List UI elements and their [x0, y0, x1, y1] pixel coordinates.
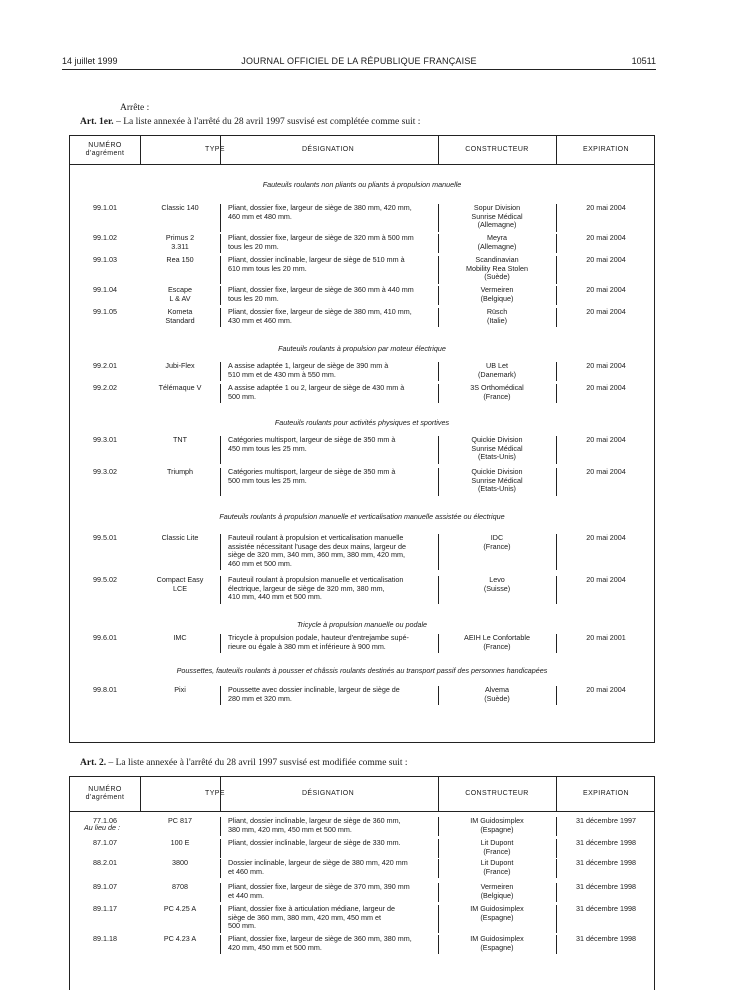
col-designation: DÉSIGNATION — [301, 146, 355, 153]
col-divider — [556, 136, 557, 164]
col-type: TYPE — [205, 146, 225, 153]
row-divider — [438, 256, 439, 284]
row-divider — [556, 308, 557, 327]
type-cell: Télémaque V — [158, 383, 202, 392]
page-number: 10511 — [631, 56, 656, 66]
row-divider — [220, 234, 221, 253]
expiration-cell: 31 décembre 1998 — [576, 882, 636, 891]
constructeur-cell: Quickie Division Sunrise Médical (Etats-Unis) — [471, 435, 523, 462]
row-divider — [556, 468, 557, 496]
designation-cell: Fauteuil roulant à propulsion et verticalisation manuelle assistée nécessitant l'usage des deux mains, largeur de siège de 320 mm, 340 mm, 360 mm, 380 mm, 420 mm, 460 mm et 500 mm. — [228, 533, 406, 568]
agrement-number: 87.1.07 — [93, 838, 117, 847]
row-divider — [438, 817, 439, 836]
agrement-number: 99.8.01 — [93, 685, 117, 694]
agrement-number: 89.1.17 — [93, 904, 117, 913]
type-cell: Escape L & AV — [168, 285, 192, 303]
expiration-cell: 20 mai 2004 — [586, 307, 626, 316]
expiration-cell: 20 mai 2004 — [586, 203, 626, 212]
type-cell: Primus 2 3.311 — [165, 233, 195, 251]
col-numero: NUMÉRO d'agrément — [85, 142, 125, 157]
type-cell: Kometa Standard — [165, 307, 195, 325]
designation-cell: Pliant, dossier inclinable, largeur de siège de 510 mm à 610 mm tous les 20 mm. — [228, 255, 405, 273]
expiration-cell: 31 décembre 1998 — [576, 838, 636, 847]
type-cell: Jubi-Flex — [165, 361, 195, 370]
row-divider — [556, 286, 557, 305]
designation-cell: Pliant, dossier fixe, largeur de siège de 380 mm, 420 mm, 460 mm et 480 mm. — [228, 203, 412, 221]
row-divider — [556, 576, 557, 604]
type-cell: Pixi — [174, 685, 186, 694]
row-divider — [220, 686, 221, 705]
article-2 — [80, 758, 408, 768]
row-divider — [438, 883, 439, 902]
col-divider — [220, 777, 221, 811]
row-divider — [556, 839, 557, 858]
arrete-label: Arrête : — [120, 103, 150, 113]
designation-cell: Pliant, dossier inclinable, largeur de siège de 330 mm. — [228, 838, 401, 847]
constructeur-cell: Vermeiren (Belgique) — [480, 285, 514, 303]
row-divider — [556, 905, 557, 933]
row-divider — [220, 634, 221, 653]
expiration-cell: 20 mai 2001 — [586, 633, 626, 642]
type-cell: PC 4.23 A — [163, 934, 197, 943]
row-divider — [438, 436, 439, 464]
row-divider — [220, 468, 221, 496]
row-divider — [438, 286, 439, 305]
constructeur-cell: Meyra (Allemagne) — [477, 233, 517, 251]
header-rule — [62, 69, 656, 70]
agrement-number: 99.3.02 — [93, 467, 117, 476]
row-divider — [556, 935, 557, 954]
agrement-number: 99.5.02 — [93, 575, 117, 584]
agrement-number: 99.1.01 — [93, 203, 117, 212]
page-header — [62, 56, 656, 70]
header-date: 14 juillet 1999 — [62, 56, 118, 66]
row-divider — [220, 839, 221, 858]
section-title: Fauteuils roulants pour activités physiques et sportives — [274, 418, 450, 427]
section-title: Fauteuils roulants à propulsion par moteur électrique — [278, 344, 446, 353]
row-divider — [438, 935, 439, 954]
col-expiration: EXPIRATION — [583, 146, 629, 153]
row-divider — [220, 859, 221, 878]
row-divider — [556, 534, 557, 570]
designation-cell: Catégories multisport, largeur de siège de 350 mm à 450 mm tous les 25 mm. — [228, 435, 396, 453]
section-title: Poussettes, fauteuils roulants à pousser et châssis roulants destinés au transport passif des personnes handicapées — [176, 666, 548, 675]
agrement-number: 89.1.07 — [93, 882, 117, 891]
section-title: Fauteuils roulants à propulsion manuelle et verticalisation manuelle assistée ou électrique — [219, 512, 505, 521]
row-divider — [220, 817, 221, 836]
article-1-text: – La liste annexée à l'arrêté du 28 avril 1997 susvisé est complétée comme suit : — [113, 117, 421, 127]
constructeur-cell: 3S Orthomédical (France) — [470, 383, 524, 401]
row-divider — [438, 468, 439, 496]
type-cell: Classic Lite — [161, 533, 199, 542]
row-divider — [438, 362, 439, 381]
table-art-1 — [69, 135, 655, 743]
expiration-cell: 20 mai 2004 — [586, 685, 626, 694]
row-divider — [220, 362, 221, 381]
expiration-cell: 20 mai 2004 — [586, 383, 626, 392]
expiration-cell: 20 mai 2004 — [586, 467, 626, 476]
row-divider — [556, 384, 557, 403]
row-divider — [438, 859, 439, 878]
type-cell: Triumph — [166, 467, 194, 476]
expiration-cell: 20 mai 2004 — [586, 533, 626, 542]
row-divider — [438, 839, 439, 858]
designation-cell: Pliant, dossier fixe, largeur de siège de 360 mm, 380 mm, 420 mm, 450 mm et 500 mm. — [228, 934, 412, 952]
row-divider — [556, 436, 557, 464]
row-divider — [220, 384, 221, 403]
designation-cell: Pliant, dossier fixe à articulation médiane, largeur de siège de 360 mm, 380 mm, 420 mm, 450 mm et 500 mm. — [228, 904, 396, 931]
col-expiration: EXPIRATION — [583, 790, 629, 797]
row-divider — [556, 883, 557, 902]
row-divider — [438, 576, 439, 604]
row-divider — [438, 634, 439, 653]
expiration-cell: 20 mai 2004 — [586, 233, 626, 242]
constructeur-cell: Sopur Division Sunrise Médical (Allemagne) — [471, 203, 523, 230]
constructeur-cell: Scandinavian Mobility Rea Stolen (Suède) — [466, 255, 528, 282]
agrement-number: 99.1.03 — [93, 255, 117, 264]
constructeur-cell: IM Guidosimplex (Espagne) — [470, 934, 524, 952]
constructeur-cell: UB Let (Danemark) — [478, 361, 516, 379]
row-divider — [438, 308, 439, 327]
agrement-number: 99.5.01 — [93, 533, 117, 542]
agrement-number: 99.2.02 — [93, 383, 117, 392]
row-divider — [220, 256, 221, 284]
expiration-cell: 20 mai 2004 — [586, 361, 626, 370]
agrement-number: 99.2.01 — [93, 361, 117, 370]
row-divider — [438, 686, 439, 705]
col-divider — [140, 777, 141, 811]
section-title: Tricycle à propulsion manuelle ou podale — [296, 620, 428, 629]
type-cell: PC 4.25 A — [163, 904, 197, 913]
designation-cell: Fauteuil roulant à propulsion manuelle et verticalisation électrique, largeur de siège de 320 mm, 380 mm, 410 mm, 440 mm et 500 mm. — [228, 575, 404, 602]
expiration-cell: 31 décembre 1998 — [576, 904, 636, 913]
row-divider — [220, 883, 221, 902]
row-divider — [220, 534, 221, 570]
expiration-cell: 20 mai 2004 — [586, 575, 626, 584]
col-divider — [438, 136, 439, 164]
col-divider — [556, 777, 557, 811]
row-divider — [438, 534, 439, 570]
row-divider — [556, 686, 557, 705]
type-cell: Classic 140 — [161, 203, 199, 212]
col-designation: DÉSIGNATION — [301, 790, 355, 797]
designation-cell: Dossier inclinable, largeur de siège de 380 mm, 420 mm et 460 mm. — [228, 858, 408, 876]
constructeur-cell: Lit Dupont (France) — [480, 858, 514, 876]
constructeur-cell: IM Guidosimplex (Espagne) — [470, 816, 524, 834]
designation-cell: Poussette avec dossier inclinable, largeur de siège de 280 mm et 320 mm. — [228, 685, 400, 703]
table-art-2 — [69, 776, 655, 990]
agrement-number: 99.1.04 — [93, 285, 117, 294]
expiration-cell: 20 mai 2004 — [586, 285, 626, 294]
constructeur-cell: Levo (Suisse) — [483, 575, 511, 593]
type-cell: 3800 — [172, 858, 188, 867]
row-divider — [556, 256, 557, 284]
row-divider — [220, 436, 221, 464]
designation-cell: A assise adaptée 1 ou 2, largeur de siège de 430 mm à 500 mm. — [228, 383, 405, 401]
designation-cell: Pliant, dossier fixe, largeur de siège de 320 mm à 500 mm tous les 20 mm. — [228, 233, 414, 251]
expiration-cell: 20 mai 2004 — [586, 255, 626, 264]
designation-cell: Pliant, dossier fixe, largeur de siège de 380 mm, 410 mm, 430 mm et 460 mm. — [228, 307, 412, 325]
type-cell: 100 E — [170, 838, 190, 847]
col-type: TYPE — [205, 790, 225, 797]
table-header — [70, 777, 654, 812]
article-2-text: – La liste annexée à l'arrêté du 28 avril 1997 susvisé est modifiée comme suit : — [106, 758, 408, 768]
section-title: Fauteuils roulants non pliants ou pliants à propulsion manuelle — [262, 180, 462, 189]
constructeur-cell: AEIH Le Confortable (France) — [464, 633, 530, 651]
row-divider — [556, 234, 557, 253]
row-divider — [556, 634, 557, 653]
agrement-number: 99.1.05 — [93, 307, 117, 316]
expiration-cell: 20 mai 2004 — [586, 435, 626, 444]
constructeur-cell: IM Guidosimplex (Espagne) — [470, 904, 524, 922]
agrement-number: 89.1.18 — [93, 934, 117, 943]
row-divider — [556, 204, 557, 232]
col-constructeur: CONSTRUCTEUR — [465, 790, 529, 797]
constructeur-cell: Alvema (Suède) — [484, 685, 510, 703]
row-divider — [438, 905, 439, 933]
article-2-label: Art. 2. — [80, 758, 107, 768]
agrement-number: 77.1.06 — [93, 816, 117, 825]
designation-cell: Tricycle à propulsion podale, hauteur d'entrejambe supé- rieure ou égale à 380 mm et inférieure à 900 mm. — [228, 633, 409, 651]
designation-cell: Pliant, dossier inclinable, largeur de siège de 360 mm, 380 mm, 420 mm, 450 mm et 500 mm. — [228, 816, 401, 834]
row-divider — [220, 935, 221, 954]
row-divider — [556, 362, 557, 381]
agrement-number: 99.1.02 — [93, 233, 117, 242]
row-divider — [220, 204, 221, 232]
expiration-cell: 31 décembre 1998 — [576, 934, 636, 943]
designation-cell: Pliant, dossier fixe, largeur de siège de 360 mm à 440 mm tous les 20 mm. — [228, 285, 414, 303]
agrement-number: 99.3.01 — [93, 435, 117, 444]
row-divider — [556, 817, 557, 836]
row-divider — [220, 308, 221, 327]
table-header — [70, 136, 654, 165]
row-divider — [438, 234, 439, 253]
expiration-cell: 31 décembre 1997 — [576, 816, 636, 825]
row-divider — [220, 576, 221, 604]
col-numero: NUMÉRO d'agrément — [85, 786, 125, 801]
article-1 — [80, 117, 420, 127]
section-title: Au lieu de : — [84, 823, 120, 832]
row-divider — [438, 384, 439, 403]
type-cell: TNT — [173, 435, 187, 444]
journal-title: JOURNAL OFFICIEL DE LA RÉPUBLIQUE FRANÇAISE — [241, 56, 477, 66]
type-cell: Compact Easy LCE — [156, 575, 204, 593]
col-divider — [438, 777, 439, 811]
constructeur-cell: Quickie Division Sunrise Médical (Etats-Unis) — [471, 467, 523, 494]
agrement-number: 99.6.01 — [93, 633, 117, 642]
row-divider — [438, 204, 439, 232]
designation-cell: A assise adaptée 1, largeur de siège de 390 mm à 510 mm et de 430 mm à 550 mm. — [228, 361, 389, 379]
type-cell: IMC — [173, 633, 187, 642]
type-cell: PC 817 — [168, 816, 192, 825]
row-divider — [220, 286, 221, 305]
col-constructeur: CONSTRUCTEUR — [465, 146, 529, 153]
row-divider — [556, 859, 557, 878]
constructeur-cell: Lit Dupont (France) — [480, 838, 514, 856]
type-cell: 8708 — [172, 882, 188, 891]
constructeur-cell: Rüsch (Italie) — [486, 307, 508, 325]
designation-cell: Pliant, dossier fixe, largeur de siège de 370 mm, 390 mm et 440 mm. — [228, 882, 410, 900]
agrement-number: 88.2.01 — [93, 858, 117, 867]
type-cell: Rea 150 — [166, 255, 194, 264]
constructeur-cell: IDC (France) — [483, 533, 511, 551]
col-divider — [140, 136, 141, 164]
expiration-cell: 31 décembre 1998 — [576, 858, 636, 867]
row-divider — [220, 905, 221, 933]
constructeur-cell: Vermeiren (Belgique) — [480, 882, 514, 900]
designation-cell: Catégories multisport, largeur de siège de 350 mm à 500 mm tous les 25 mm. — [228, 467, 396, 485]
col-divider — [220, 136, 221, 164]
article-1-label: Art. 1er. — [80, 117, 114, 127]
